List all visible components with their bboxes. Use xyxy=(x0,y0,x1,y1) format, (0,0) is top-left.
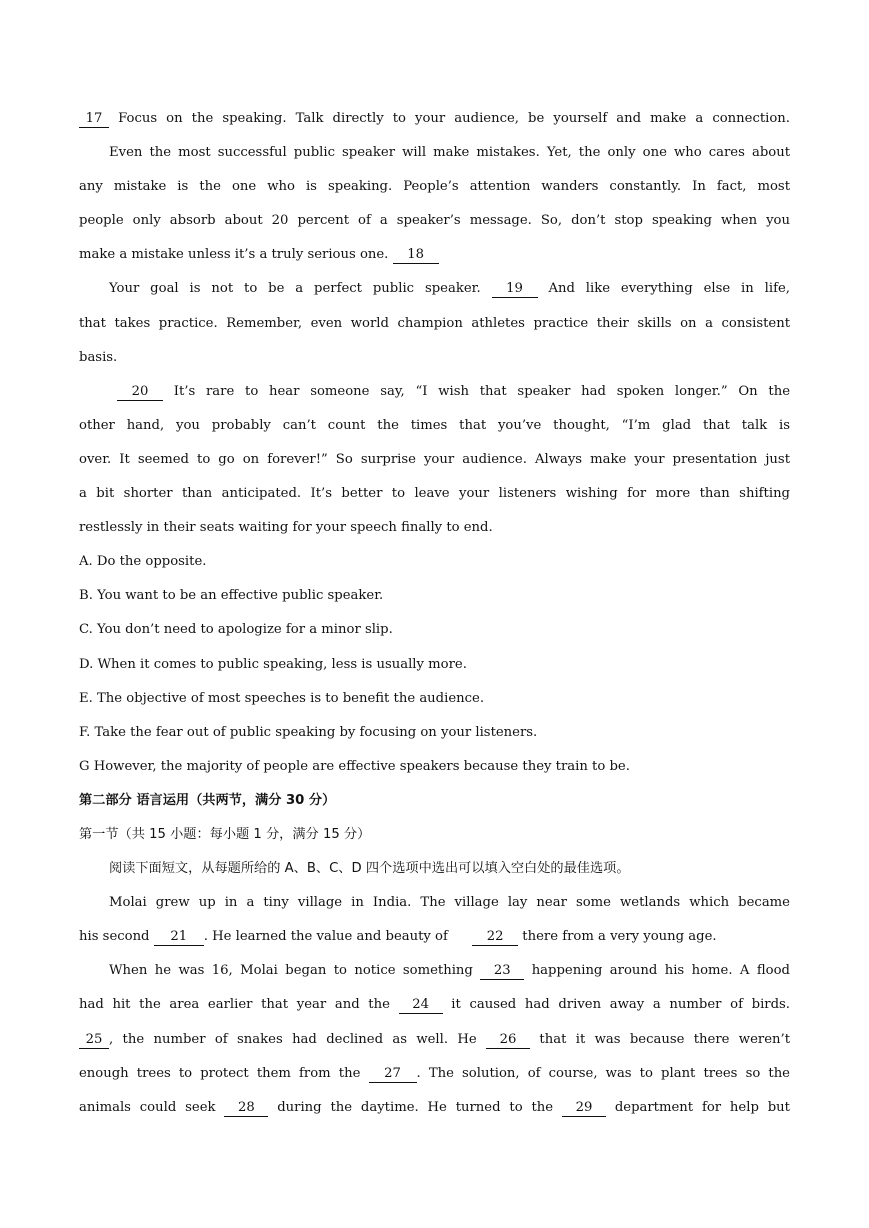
paragraph-text: that takes practice. Remember, even world champion athletes practice their skills on a consistent xyxy=(79,315,790,331)
part-two-heading: 第二部分 语言运用（共两节，满分 30 分） xyxy=(79,792,336,808)
text-line xyxy=(79,511,790,545)
paragraph-text: that it was because there weren’t xyxy=(539,1031,790,1047)
text-line xyxy=(79,1023,790,1057)
exam-page xyxy=(79,102,790,1125)
blank-21: 21 xyxy=(154,929,204,946)
blank-17: 17 xyxy=(79,111,109,128)
paragraph-text: basis. xyxy=(79,349,118,365)
text-line xyxy=(79,477,790,511)
paragraph-text: It’s rare to hear someone say, “I wish that speaker had spoken longer.” On the xyxy=(173,383,790,399)
text-line xyxy=(79,272,790,306)
text-line xyxy=(79,204,790,238)
option-e: E. The objective of most speeches is to benefit the audience. xyxy=(79,690,485,706)
blank-25: 25 xyxy=(79,1032,109,1049)
text-line xyxy=(79,170,790,204)
text-line xyxy=(79,136,790,170)
blank-24: 24 xyxy=(399,997,443,1014)
text-line xyxy=(79,341,790,375)
paragraph-text: Molai grew up in a tiny village in India. The village lay near some wetlands which became xyxy=(109,895,790,911)
option-b: B. You want to be an effective public speaker. xyxy=(79,588,384,604)
paragraph-text: any mistake is the one who is speaking. People’s attention wanders constantly. In fact, most xyxy=(79,179,790,195)
paragraph-text: during the daytime. He turned to the xyxy=(277,1099,554,1115)
paragraph-text: people only absorb about 20 percent of a speaker’s message. So, don’t stop speaking when you xyxy=(79,213,790,229)
paragraph-text: Your goal is not to be a perfect public speaker. xyxy=(109,281,481,297)
paragraph-text: had hit the area earlier that year and the xyxy=(79,997,390,1013)
text-line xyxy=(79,1057,790,1091)
paragraph-text: happening around his home. A flood xyxy=(531,963,790,979)
paragraph-text: , the number of snakes had declined as well. He xyxy=(109,1031,477,1047)
paragraph-text: Even the most successful public speaker will make mistakes. Yet, the only one who cares about xyxy=(109,145,790,161)
text-line xyxy=(79,102,790,136)
option-d: D. When it comes to public speaking, less is usually more. xyxy=(79,656,467,672)
blank-27: 27 xyxy=(369,1066,417,1083)
text-line xyxy=(79,1091,790,1125)
text-line xyxy=(79,307,790,341)
paragraph-text: other hand, you probably can’t count the times that you’ve thought, “I’m glad that talk is xyxy=(79,417,790,433)
paragraph-text: his second xyxy=(79,929,150,945)
text-line xyxy=(79,920,790,954)
text-line xyxy=(79,375,790,409)
instruction-text: 阅读下面短文，从每题所给的 A、B、C、D 四个选项中选出可以填入空白处的最佳选项。 xyxy=(109,861,630,877)
option-c: C. You don’t need to apologize for a minor slip. xyxy=(79,622,393,638)
paragraph-text: . The solution, of course, was to plant trees so the xyxy=(416,1065,790,1081)
blank-18: 18 xyxy=(393,247,439,264)
blank-26: 26 xyxy=(486,1032,530,1049)
paragraph-text: restlessly in their seats waiting for your speech finally to end. xyxy=(79,520,493,536)
blank-23: 23 xyxy=(480,963,524,980)
paragraph-text: department for help but xyxy=(614,1099,790,1115)
paragraph-text: And like everything else in life, xyxy=(548,281,790,297)
paragraph-text: . He learned the value and beauty of xyxy=(203,929,448,945)
paragraph-text: over. It seemed to go on forever!” So surprise your audience. Always make your presentation just xyxy=(79,451,790,467)
option-g: G However, the majority of people are effective speakers because they train to be. xyxy=(79,758,630,774)
paragraph-text: When he was 16, Molai began to notice something xyxy=(109,963,473,979)
section-one-heading: 第一节（共 15 小题：每小题 1 分，满分 15 分） xyxy=(79,826,371,842)
blank-28: 28 xyxy=(224,1100,268,1117)
paragraph-text: it caused had driven away a number of birds. xyxy=(451,997,790,1013)
line-17-text: Focus on the speaking. Talk directly to your audience, be yourself and make a connection. xyxy=(118,111,790,126)
paragraph-text: a bit shorter than anticipated. It’s better to leave your listeners wishing for more than shifting xyxy=(79,486,790,502)
blank-29: 29 xyxy=(562,1100,606,1117)
paragraph-text: animals could seek xyxy=(79,1099,216,1115)
option-f: F. Take the fear out of public speaking by focusing on your listeners. xyxy=(79,724,538,740)
text-line xyxy=(79,988,790,1022)
text-line xyxy=(79,238,790,272)
blank-20: 20 xyxy=(117,384,163,401)
paragraph-text: there from a very young age. xyxy=(522,929,717,945)
option-a: A. Do the opposite. xyxy=(79,554,207,570)
paragraph-text: enough trees to protect them from the xyxy=(79,1065,361,1081)
blank-22: 22 xyxy=(472,929,518,946)
blank-19: 19 xyxy=(492,281,538,298)
text-line xyxy=(79,954,790,988)
text-line xyxy=(79,409,790,443)
text-line xyxy=(79,886,790,920)
paragraph-text: make a mistake unless it’s a truly serious one. xyxy=(79,247,389,263)
text-line xyxy=(79,443,790,477)
